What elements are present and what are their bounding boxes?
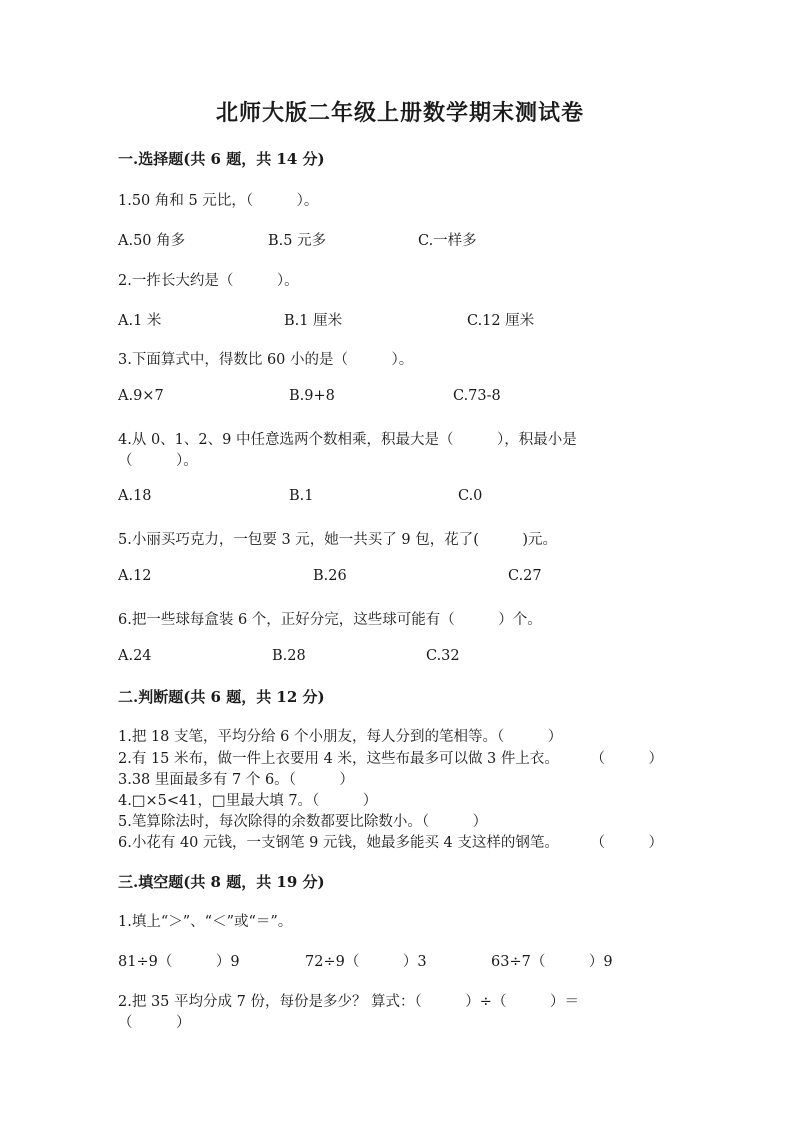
question-text: 2.把 35 平均分成 7 份，每份是多少？ 算式：（ ）÷（ ）＝ xyxy=(118,994,579,1010)
answer-paren: （ ） xyxy=(590,835,663,851)
option-b: B.26 xyxy=(313,568,347,584)
question-text-continued: （ ）。 xyxy=(118,453,198,469)
comparison-expression: 63÷7（ ）9 xyxy=(491,954,613,970)
question-text: 4.从 0、1、2、9 中任意选两个数相乘，积最大是（ ），积最小是 xyxy=(118,432,577,448)
question-text-continued: （ ） xyxy=(118,1015,191,1031)
question-text: 6.把一些球每盒装 6 个，正好分完，这些球可能有（ ）个。 xyxy=(118,612,542,628)
question-text: 1.50 角和 5 元比，（ ）。 xyxy=(118,193,319,209)
judgment-text: 1.把 18 支笔，平均分给 6 个小朋友，每人分到的笔相等。（ ） xyxy=(118,729,563,745)
judgment-item xyxy=(118,831,663,852)
judgment-item xyxy=(118,768,663,789)
section-heading-fill-in: 三.填空题(共 8 题，共 19 分) xyxy=(118,873,325,891)
option-c: C.0 xyxy=(458,488,483,504)
option-b: B.28 xyxy=(272,648,306,664)
judgment-text: 3.38 里面最多有 7 个 6。（ ） xyxy=(118,772,354,788)
answer-paren: （ ） xyxy=(590,751,663,767)
question-text: 3.下面算式中，得数比 60 小的是（ ）。 xyxy=(118,352,414,368)
option-b: B.9+8 xyxy=(289,388,335,404)
option-b: B.1 厘米 xyxy=(284,313,343,329)
option-a: A.9×7 xyxy=(118,388,164,404)
option-b: B.1 xyxy=(289,488,314,504)
judgment-item xyxy=(118,747,663,768)
judgment-item xyxy=(118,810,663,831)
option-c: C.27 xyxy=(508,568,542,584)
option-c: C.12 厘米 xyxy=(467,313,535,329)
option-b: B.5 元多 xyxy=(268,233,327,249)
page-title: 北师大版二年级上册数学期末测试卷 xyxy=(215,100,584,126)
option-c: C.一样多 xyxy=(418,233,477,249)
comparison-expression: 81÷9（ ）9 xyxy=(118,954,240,970)
option-a: A.1 米 xyxy=(118,313,162,329)
question-text: 5.小丽买巧克力，一包要 3 元，她一共买了 9 包，花了( )元。 xyxy=(118,532,558,548)
question-text: 2.一拃长大约是（ ）。 xyxy=(118,273,299,289)
judgment-item xyxy=(118,789,663,810)
comparison-expression: 72÷9（ ）3 xyxy=(305,954,427,970)
judgment-item xyxy=(118,725,663,746)
judgment-text: 5.笔算除法时，每次除得的余数都要比除数小。（ ） xyxy=(118,814,488,830)
option-a: A.24 xyxy=(118,648,152,664)
option-c: C.73-8 xyxy=(453,388,501,404)
option-a: A.12 xyxy=(118,568,152,584)
question-text: 1.填上“＞”、“＜”或“＝”。 xyxy=(118,914,293,930)
judgment-text: 6.小花有 40 元钱，一支钢笔 9 元钱，她最多能买 4 支这样的钢笔。 xyxy=(118,835,559,851)
section-heading-choice: 一.选择题(共 6 题，共 14 分) xyxy=(118,150,325,168)
option-a: A.50 角多 xyxy=(118,233,186,249)
judgment-text: 4.□×5<41，□里最大填 7。（ ） xyxy=(118,793,378,809)
section-heading-true-false: 二.判断题(共 6 题，共 12 分) xyxy=(118,688,325,706)
judgment-text: 2.有 15 米布，做一件上衣要用 4 米，这些布最多可以做 3 件上衣。 xyxy=(118,751,559,767)
option-c: C.32 xyxy=(426,648,460,664)
option-a: A.18 xyxy=(118,488,152,504)
